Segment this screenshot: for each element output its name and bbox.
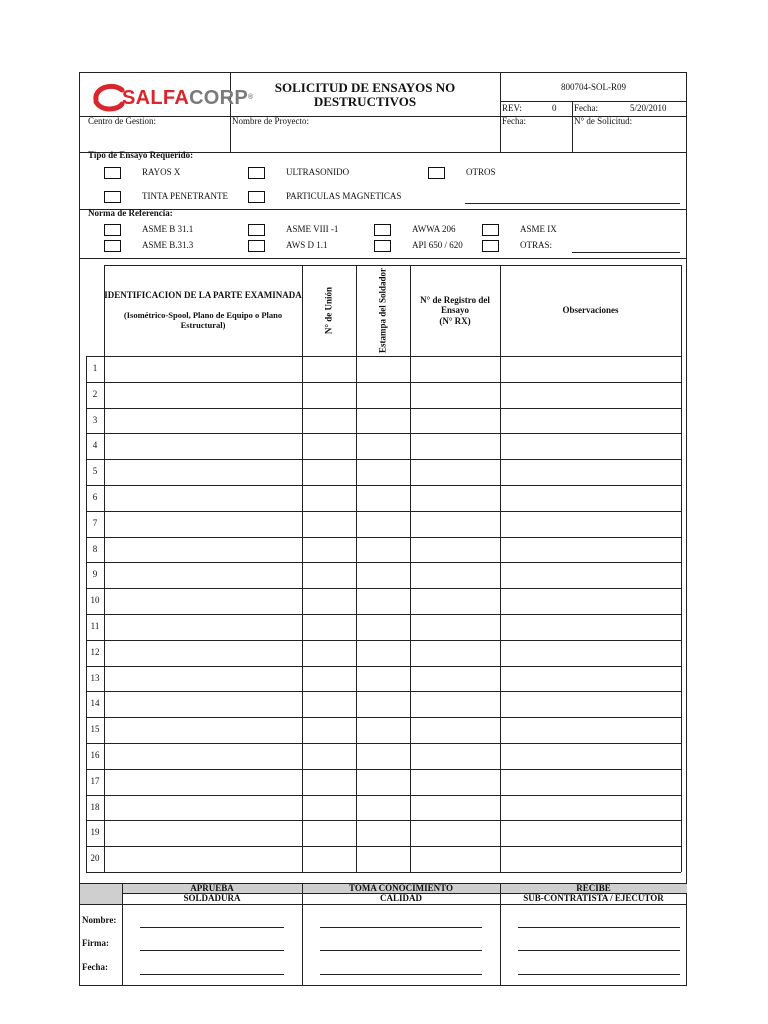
calidad-firma-line[interactable] (320, 950, 482, 951)
label-asme-ix: ASME IX (520, 224, 557, 234)
nombre-label: Nombre: (82, 915, 117, 925)
label-asme-b31-3: ASME B.31.3 (142, 240, 194, 250)
table-row[interactable] (105, 667, 680, 691)
recibe-label: RECIBE (576, 883, 611, 893)
table-row[interactable] (105, 512, 680, 536)
col-registro-header-3: (N° RX) (439, 316, 471, 326)
col-registro-header-1: N° de Registro del (420, 295, 490, 305)
aprueba-label: APRUEBA (190, 883, 234, 893)
table-row-number: 16 (90, 750, 100, 760)
label-asme-b31-1: ASME B 31.1 (142, 224, 194, 234)
soldadura-label: SOLDADURA (183, 893, 241, 903)
table-row-number: 20 (90, 853, 100, 863)
table-row-number: 17 (90, 776, 100, 786)
checkbox-rayos-x[interactable] (104, 167, 121, 179)
table-row-number: 3 (92, 415, 98, 425)
header-fecha-label: Fecha: (574, 103, 598, 113)
label-otros: OTROS (466, 167, 496, 177)
checkbox-asme-b31-3[interactable] (104, 240, 121, 252)
header-fecha-value: 5/20/2010 (630, 103, 667, 113)
table-row-number: 7 (92, 518, 98, 528)
nombre-proyecto-field[interactable]: Nombre de Proyecto: (232, 116, 309, 126)
ejecutor-fecha-line[interactable] (518, 974, 680, 975)
doc-code: 800704-SOL-R09 (561, 82, 626, 92)
toma-conocimiento-label: TOMA CONOCIMIENTO (349, 883, 453, 893)
checkbox-api-650[interactable] (374, 240, 391, 252)
table-row[interactable] (105, 770, 680, 794)
rev-value: 0 (552, 103, 557, 113)
table-row-number: 15 (90, 724, 100, 734)
table-row-number: 2 (92, 389, 98, 399)
form-title-line1: SOLICITUD DE ENSAYOS NO (274, 80, 456, 95)
checkbox-otros[interactable] (428, 167, 445, 179)
table-row[interactable] (105, 357, 680, 381)
table-header-top (104, 265, 681, 266)
firma-label: Firma: (82, 938, 109, 948)
checkbox-aws-d1-1[interactable] (248, 240, 265, 252)
checkbox-particulas-magneticas[interactable] (248, 191, 265, 203)
table-row-number: 10 (90, 595, 100, 605)
col-identificacion-sub1: (Isométrico-Spool, Plano de Equipo o Plano (123, 310, 283, 320)
label-otras: OTRAS: (520, 240, 553, 250)
table-row[interactable] (105, 460, 680, 484)
calidad-label: CALIDAD (379, 893, 422, 903)
norma-title: Norma de Referencia: (88, 208, 173, 218)
table-row[interactable] (105, 692, 680, 716)
label-asme-viii: ASME VIII -1 (286, 224, 339, 234)
header-rev-divider (572, 101, 573, 152)
fecha-field[interactable]: Fecha: (502, 116, 526, 126)
table-row-number: 9 (92, 569, 98, 579)
header-rev-line (500, 101, 687, 102)
ejecutor-firma-line[interactable] (518, 950, 680, 951)
table-row[interactable] (105, 563, 680, 587)
col-identificacion-header: IDENTIFICACION DE LA PARTE EXAMINADA (104, 290, 302, 300)
otros-input-line[interactable] (465, 203, 680, 204)
centro-gestion-field[interactable]: Centro de Gestion: (88, 116, 156, 126)
soldadura-firma-line[interactable] (140, 950, 284, 951)
checkbox-asme-viii[interactable] (248, 224, 265, 236)
table-row-number: 19 (90, 827, 100, 837)
solicitud-field[interactable]: N° de Solicitud: (574, 116, 633, 126)
otras-input-line[interactable] (572, 252, 680, 253)
norma-bottom-line (79, 258, 687, 259)
calidad-nombre-line[interactable] (320, 927, 482, 928)
table-row-number: 12 (90, 647, 100, 657)
checkbox-asme-b31-1[interactable] (104, 224, 121, 236)
table-row-number: 6 (92, 492, 98, 502)
ejecutor-nombre-line[interactable] (518, 927, 680, 928)
label-tinta-penetrante: TINTA PENETRANTE (142, 191, 229, 201)
table-row-number: 5 (92, 466, 98, 476)
table-row[interactable] (105, 538, 680, 562)
table-row[interactable] (105, 615, 680, 639)
info-divider-1 (230, 116, 231, 152)
table-row[interactable] (105, 847, 680, 871)
table-row-number: 1 (92, 363, 98, 373)
label-awwa-206: AWWA 206 (412, 224, 456, 234)
col-identificacion-sub2: Estructural) (180, 320, 226, 330)
logo-corp-text: CORP (189, 87, 249, 109)
checkbox-ultrasonido[interactable] (248, 167, 265, 179)
table-row-line (86, 872, 681, 873)
table-row-number: 14 (90, 698, 100, 708)
calidad-fecha-line[interactable] (320, 974, 482, 975)
checkbox-awwa-206[interactable] (374, 224, 391, 236)
footer-shade-left (80, 884, 122, 904)
col-estampa-soldador-header: Estampa del Soldador (377, 267, 388, 354)
fecha-sign-label: Fecha: (82, 962, 108, 972)
label-aws-d1-1: AWS D 1.1 (286, 240, 328, 250)
table-row[interactable] (105, 641, 680, 665)
table-row[interactable] (105, 821, 680, 845)
table-row[interactable] (105, 383, 680, 407)
logo-salfa-text: SALFA (122, 87, 190, 109)
checkbox-asme-ix[interactable] (482, 224, 499, 236)
table-row[interactable] (105, 744, 680, 768)
table-row-number: 11 (90, 621, 100, 631)
col-observaciones-header: Observaciones (562, 305, 619, 315)
col-numero-union-header: N° de Unión (323, 286, 334, 335)
label-ultrasonido: ULTRASONIDO (286, 167, 350, 177)
soldadura-nombre-line[interactable] (140, 927, 284, 928)
table-row[interactable] (105, 796, 680, 820)
label-api-650: API 650 / 620 (412, 240, 463, 250)
table-row-number: 4 (92, 440, 98, 450)
table-row[interactable] (105, 409, 680, 433)
table-row[interactable] (105, 486, 680, 510)
subcontratista-label: SUB-CONTRATISTA / EJECUTOR (523, 893, 664, 903)
table-row-number: 18 (90, 802, 100, 812)
table-row-number: 13 (90, 673, 100, 683)
label-particulas-magneticas: PARTICULAS MAGNETICAS (286, 191, 402, 201)
table-row[interactable] (105, 589, 680, 613)
rev-label: REV: (502, 103, 522, 113)
col-registro-header-2: Ensayo (440, 305, 469, 315)
table-row[interactable] (105, 434, 680, 458)
label-rayos-x: RAYOS X (142, 167, 181, 177)
checkbox-otras[interactable] (482, 240, 499, 252)
soldadura-fecha-line[interactable] (140, 974, 284, 975)
table-row[interactable] (105, 718, 680, 742)
footer-header-bottom (79, 904, 687, 905)
table-right-edge (681, 265, 682, 872)
logo-reg-mark: ® (248, 94, 254, 101)
ensayo-title: Tipo de Ensayo Requerido: (88, 150, 194, 160)
table-row-number: 8 (92, 544, 98, 554)
form-title-line2: DESTRUCTIVOS (313, 94, 417, 109)
checkbox-tinta-penetrante[interactable] (104, 191, 121, 203)
